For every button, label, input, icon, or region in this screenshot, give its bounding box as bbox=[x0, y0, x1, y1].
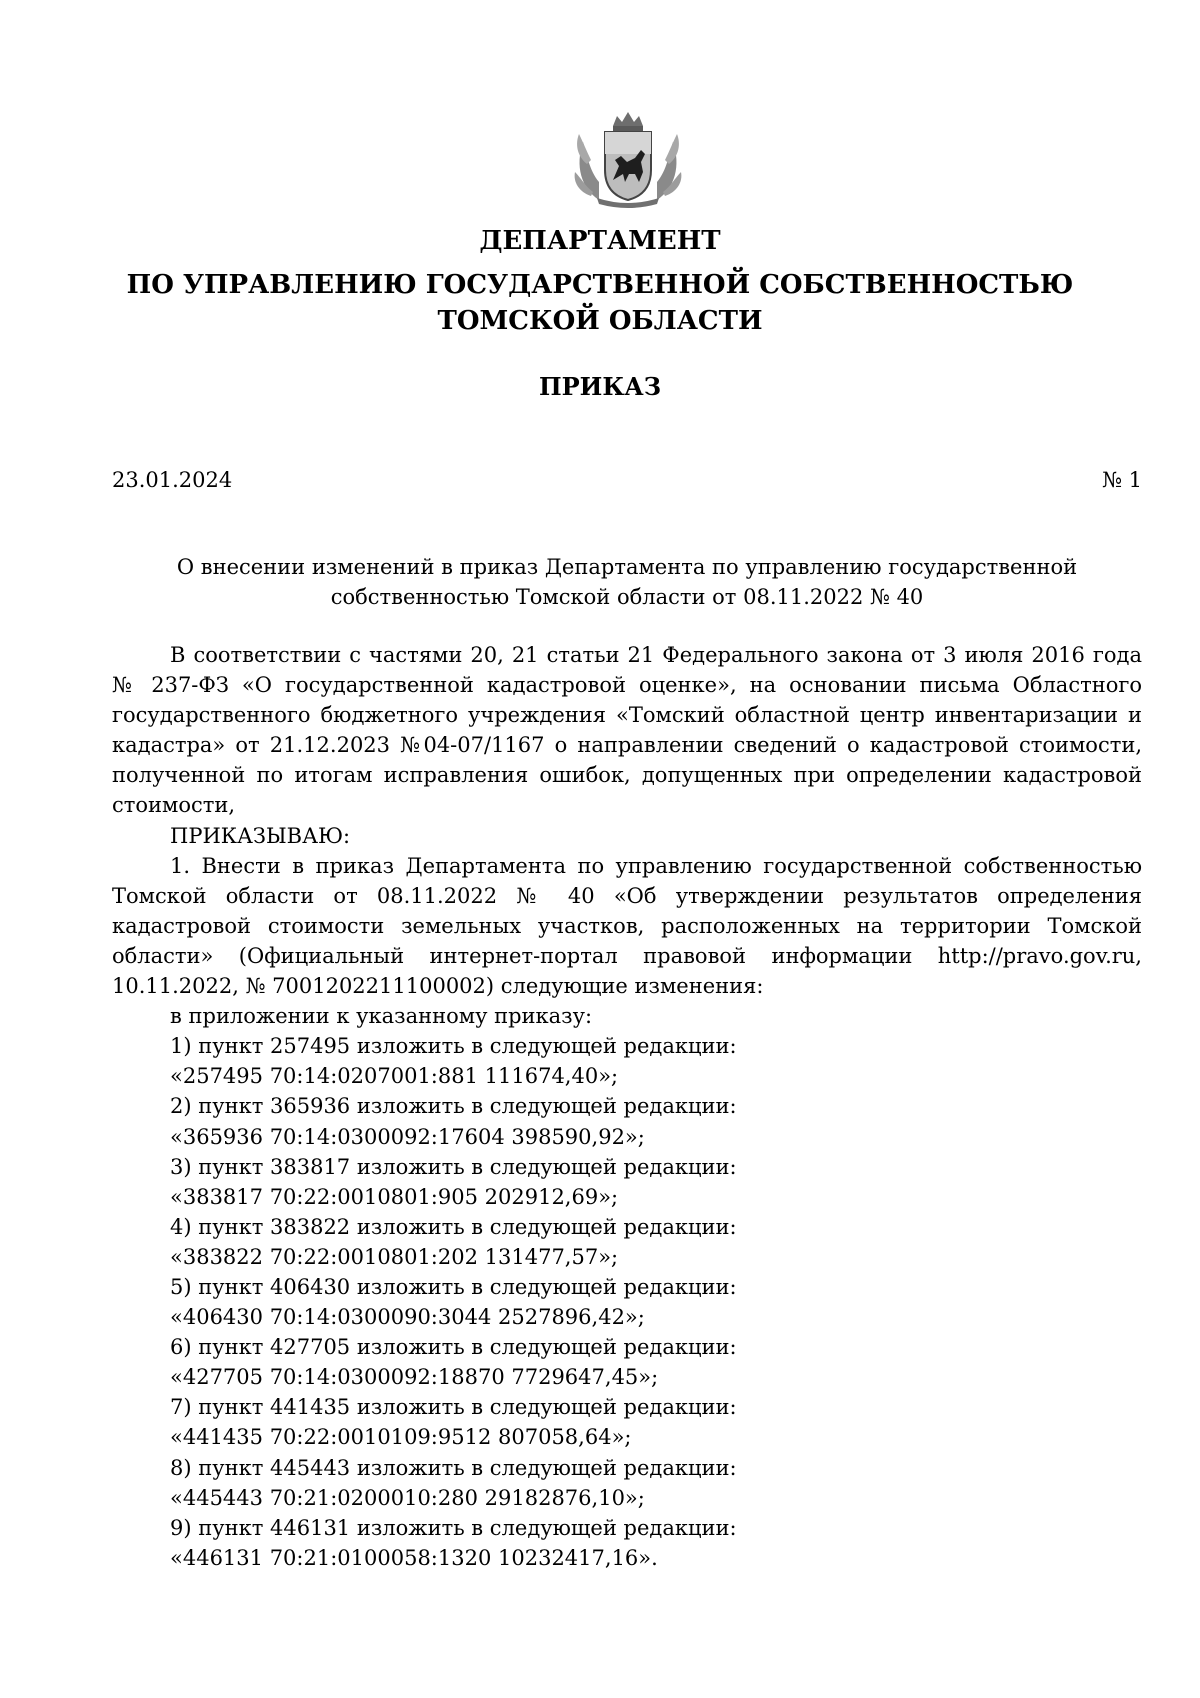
preamble-paragraph: В соответствии с частями 20, 21 статьи 21 Федерального закона от 3 июля 2016 года № 237-ФЗ «О государственной кадастровой оценке», на основании письма Областного государственного бюджетного учреждения «Томский областной центр инвентаризации и кадастра» от 21.12.2023 №04-07/1167 о направлении сведений о кадастровой стоимости, полученной по итогам исправления ошибок, допущенных при определении кадастровой стоимости, bbox=[112, 643, 1142, 818]
department-title-line-1: ДЕПАРТАМЕНТ bbox=[479, 226, 721, 256]
point-value: «441435 70:22:0010109:9512 807058,64»; bbox=[170, 1425, 632, 1450]
point-label: 9) пункт 446131 изложить в следующей редакции: bbox=[170, 1515, 737, 1540]
department-title-line-3: ТОМСКОЙ ОБЛАСТИ bbox=[437, 306, 763, 336]
point-label: 2) пункт 365936 изложить в следующей редакции: bbox=[170, 1094, 737, 1119]
point-label: 6) пункт 427705 изложить в следующей редакции: bbox=[170, 1335, 737, 1360]
department-title-line-2: ПО УПРАВЛЕНИЮ ГОСУДАРСТВЕННОЙ СОБСТВЕННОСТЬЮ bbox=[126, 270, 1074, 300]
point-value: «383822 70:22:0010801:202 131477,57»; bbox=[170, 1244, 619, 1269]
point-value: «257495 70:14:0207001:881 111674,40»; bbox=[170, 1064, 619, 1089]
point-value: «445443 70:21:0200010:280 29182876,10»; bbox=[170, 1485, 645, 1510]
point-label: 8) пункт 445443 изложить в следующей редакции: bbox=[170, 1455, 737, 1480]
coat-of-arms-emblem bbox=[569, 108, 687, 210]
point-value: «446131 70:21:0100058:1320 10232417,16». bbox=[170, 1545, 658, 1570]
point-label: 5) пункт 406430 изложить в следующей редакции: bbox=[170, 1274, 737, 1299]
point-value: «427705 70:14:0300092:18870 7729647,45»; bbox=[170, 1365, 659, 1390]
order-body bbox=[112, 640, 1142, 1573]
subject-line-1: О внесении изменений в приказ Департамента по управлению государственной bbox=[176, 555, 1078, 579]
point-label: 1) пункт 257495 изложить в следующей редакции: bbox=[170, 1034, 737, 1059]
order-date: 23.01.2024 bbox=[112, 468, 233, 492]
document-type-title: ПРИКАЗ bbox=[538, 372, 662, 401]
point-value: «383817 70:22:0010801:905 202912,69»; bbox=[170, 1184, 619, 1209]
point-label: 7) пункт 441435 изложить в следующей редакции: bbox=[170, 1395, 737, 1420]
point-label: 4) пункт 383822 изложить в следующей редакции: bbox=[170, 1214, 737, 1239]
order-word: ПРИКАЗЫВАЮ: bbox=[170, 823, 351, 848]
item-1-paragraph: 1. Внести в приказ Департамента по управлению государственной собственностью Томской области от 08.11.2022 № 40 «Об утверждении результатов определения кадастровой стоимости земельных участков, расположенных на территории Томской области» (Официальный интернет-портал правовой информации http://pravo.gov.ru, 10.11.2022, № 7001202211100002) следующие изменения: bbox=[112, 853, 1142, 999]
point-value: «365936 70:14:0300092:17604 398590,92»; bbox=[170, 1124, 645, 1149]
point-value: «406430 70:14:0300090:3044 2527896,42»; bbox=[170, 1305, 645, 1330]
subject-line-2: собственностью Томской области от 08.11.2022 № 40 bbox=[330, 585, 924, 609]
appendix-line: в приложении к указанному приказу: bbox=[170, 1004, 593, 1029]
order-subject bbox=[112, 552, 1142, 612]
order-number: № 1 bbox=[1102, 468, 1142, 492]
point-label: 3) пункт 383817 изложить в следующей редакции: bbox=[170, 1154, 737, 1179]
